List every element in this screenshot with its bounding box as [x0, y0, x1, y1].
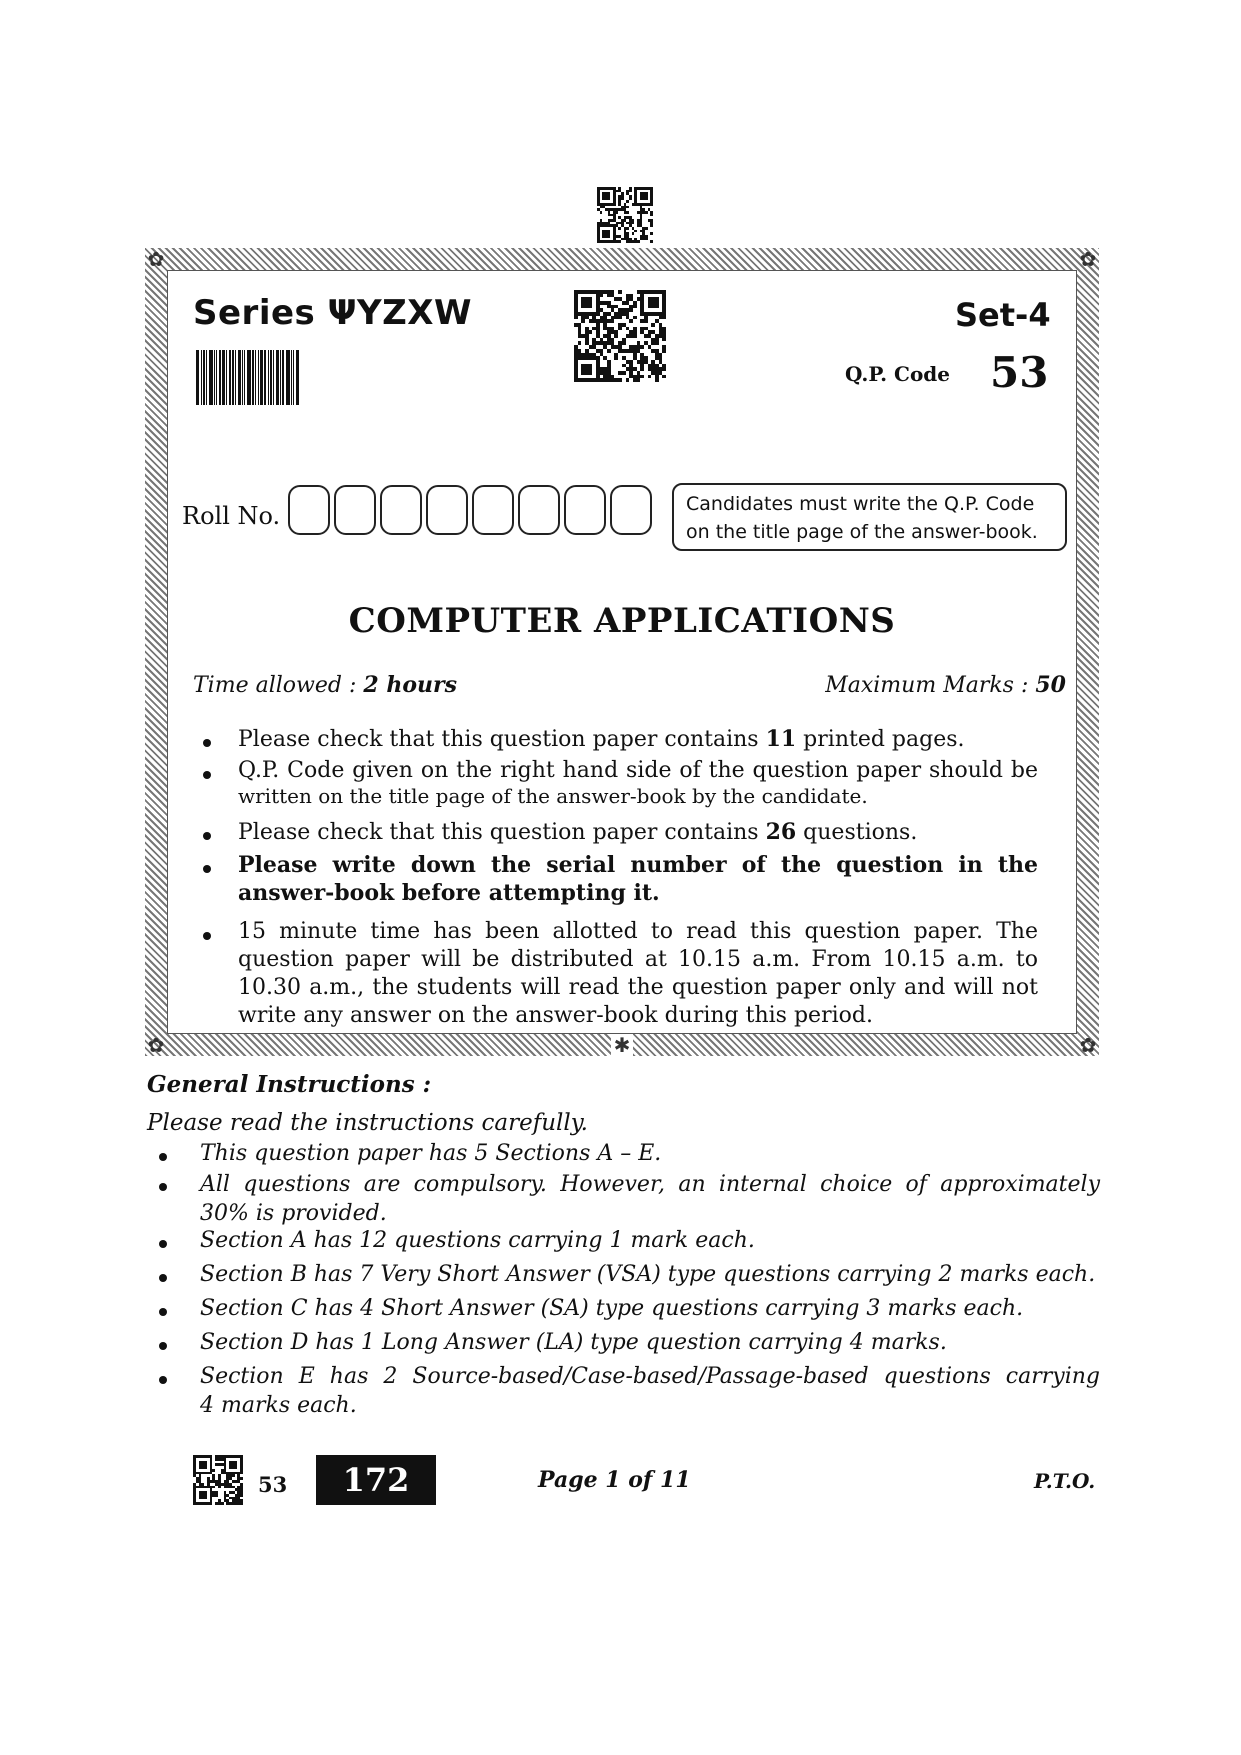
check-text: written on the title page of the answer-book by the candidate. [238, 784, 868, 808]
instruction-text: 30% is provided. [200, 1201, 387, 1226]
bullet-icon [203, 739, 211, 747]
qr-code-icon [597, 187, 653, 243]
bullet-icon [159, 1308, 167, 1316]
bullet-icon [159, 1240, 167, 1248]
roll-number-box[interactable] [380, 485, 422, 535]
footer-number-box: 172 [316, 1455, 436, 1505]
check-text: Please check that this question paper contains [238, 727, 766, 752]
corner-ornament-icon: ✿ [1079, 1033, 1097, 1057]
page-number: Page 1 of 11 [538, 1467, 691, 1493]
instruction-item: Section D has 1 Long Answer (LA) type question carrying 4 marks. [200, 1330, 947, 1355]
instruction-text: 4 marks each. [200, 1393, 357, 1418]
time-allowed-label: Time allowed : [193, 673, 364, 698]
general-instructions-heading: General Instructions : [147, 1071, 432, 1098]
check-text: Please check that this question paper contains [238, 820, 766, 845]
qp-code-label: Q.P. Code [845, 362, 951, 386]
instruction-item: Section B has 7 Very Short Answer (VSA) type questions carrying 2 marks each. [200, 1262, 1096, 1287]
set-number: Set-4 [955, 296, 1051, 334]
bullet-icon [203, 932, 211, 940]
qr-code-icon [574, 290, 666, 382]
check-text: write any answer on the answer-book during this period. [238, 1003, 873, 1028]
barcode-icon [196, 350, 324, 405]
roll-number-label: Roll No. [182, 502, 281, 530]
bullet-icon [203, 865, 211, 873]
instruction-item [200, 1362, 1100, 1420]
bullet-icon [203, 771, 211, 779]
data-matrix-icon [193, 1455, 243, 1505]
roll-number-box[interactable] [610, 485, 652, 535]
qp-code-value: 53 [990, 348, 1049, 397]
question-count: 26 [765, 819, 797, 845]
corner-ornament-icon: ✿ [147, 247, 165, 271]
notice-line: Candidates must write the Q.P. Code [686, 493, 1035, 515]
general-instructions-intro: Please read the instructions carefully. [147, 1110, 588, 1136]
check-item [238, 818, 1038, 847]
corner-ornament-icon: ✿ [1079, 247, 1097, 271]
subject-title: COMPUTER APPLICATIONS [348, 601, 896, 641]
pto-label: P.T.O. [1034, 1469, 1096, 1493]
time-allowed-value: 2 hours [363, 672, 457, 698]
time-allowed [193, 672, 457, 698]
series-label: Series ΨYZXW [193, 293, 472, 333]
max-marks-label: Maximum Marks : [825, 673, 1036, 698]
corner-ornament-icon: ✿ [147, 1033, 165, 1057]
check-text: Please write down the serial number of the question in the [238, 852, 1038, 878]
check-item [238, 851, 1038, 907]
footer-code: 53 [258, 1472, 288, 1497]
instruction-item [200, 1170, 1100, 1228]
notice-line: on the title page of the answer-book. [686, 521, 1038, 543]
roll-number-box[interactable] [426, 485, 468, 535]
check-text: 10.30 a.m., the students will read the question paper only and will not [238, 975, 1038, 1000]
bullet-icon [159, 1342, 167, 1350]
roll-number-boxes [288, 485, 656, 535]
check-text: printed pages. [796, 727, 965, 752]
bullet-icon [159, 1274, 167, 1282]
check-text: 15 minute time has been allotted to read this question paper. The [238, 919, 1038, 944]
instruction-item: Section C has 4 Short Answer (SA) type questions carrying 3 marks each. [200, 1296, 1024, 1321]
check-text: questions. [796, 820, 918, 845]
bullet-icon [159, 1183, 167, 1191]
check-text: answer-book before attempting it. [238, 880, 660, 906]
check-item [238, 725, 1038, 754]
roll-number-box[interactable] [288, 485, 330, 535]
instruction-text: Section E has 2 Source-based/Case-based/Passage-based questions carrying [200, 1364, 1100, 1389]
instruction-item: This question paper has 5 Sections A – E. [200, 1141, 662, 1166]
instruction-text: All questions are compulsory. However, an internal choice of approximately [200, 1172, 1100, 1197]
qp-code-notice [672, 483, 1067, 551]
page-count: 11 [765, 726, 797, 752]
check-text: Q.P. Code given on the right hand side of the question paper should be [238, 758, 1038, 783]
center-ornament-icon: ✱ [611, 1034, 633, 1056]
instruction-item: Section A has 12 questions carrying 1 mark each. [200, 1228, 755, 1253]
max-marks-value: 50 [1035, 672, 1066, 698]
check-text: question paper will be distributed at 10.15 a.m. From 10.15 a.m. to [238, 947, 1038, 972]
bullet-icon [159, 1153, 167, 1161]
roll-number-box[interactable] [472, 485, 514, 535]
roll-number-box[interactable] [518, 485, 560, 535]
check-item [238, 918, 1038, 1030]
roll-number-box[interactable] [564, 485, 606, 535]
check-item [238, 757, 1038, 807]
maximum-marks [760, 672, 1066, 698]
bullet-icon [159, 1376, 167, 1384]
roll-number-box[interactable] [334, 485, 376, 535]
bullet-icon [203, 832, 211, 840]
